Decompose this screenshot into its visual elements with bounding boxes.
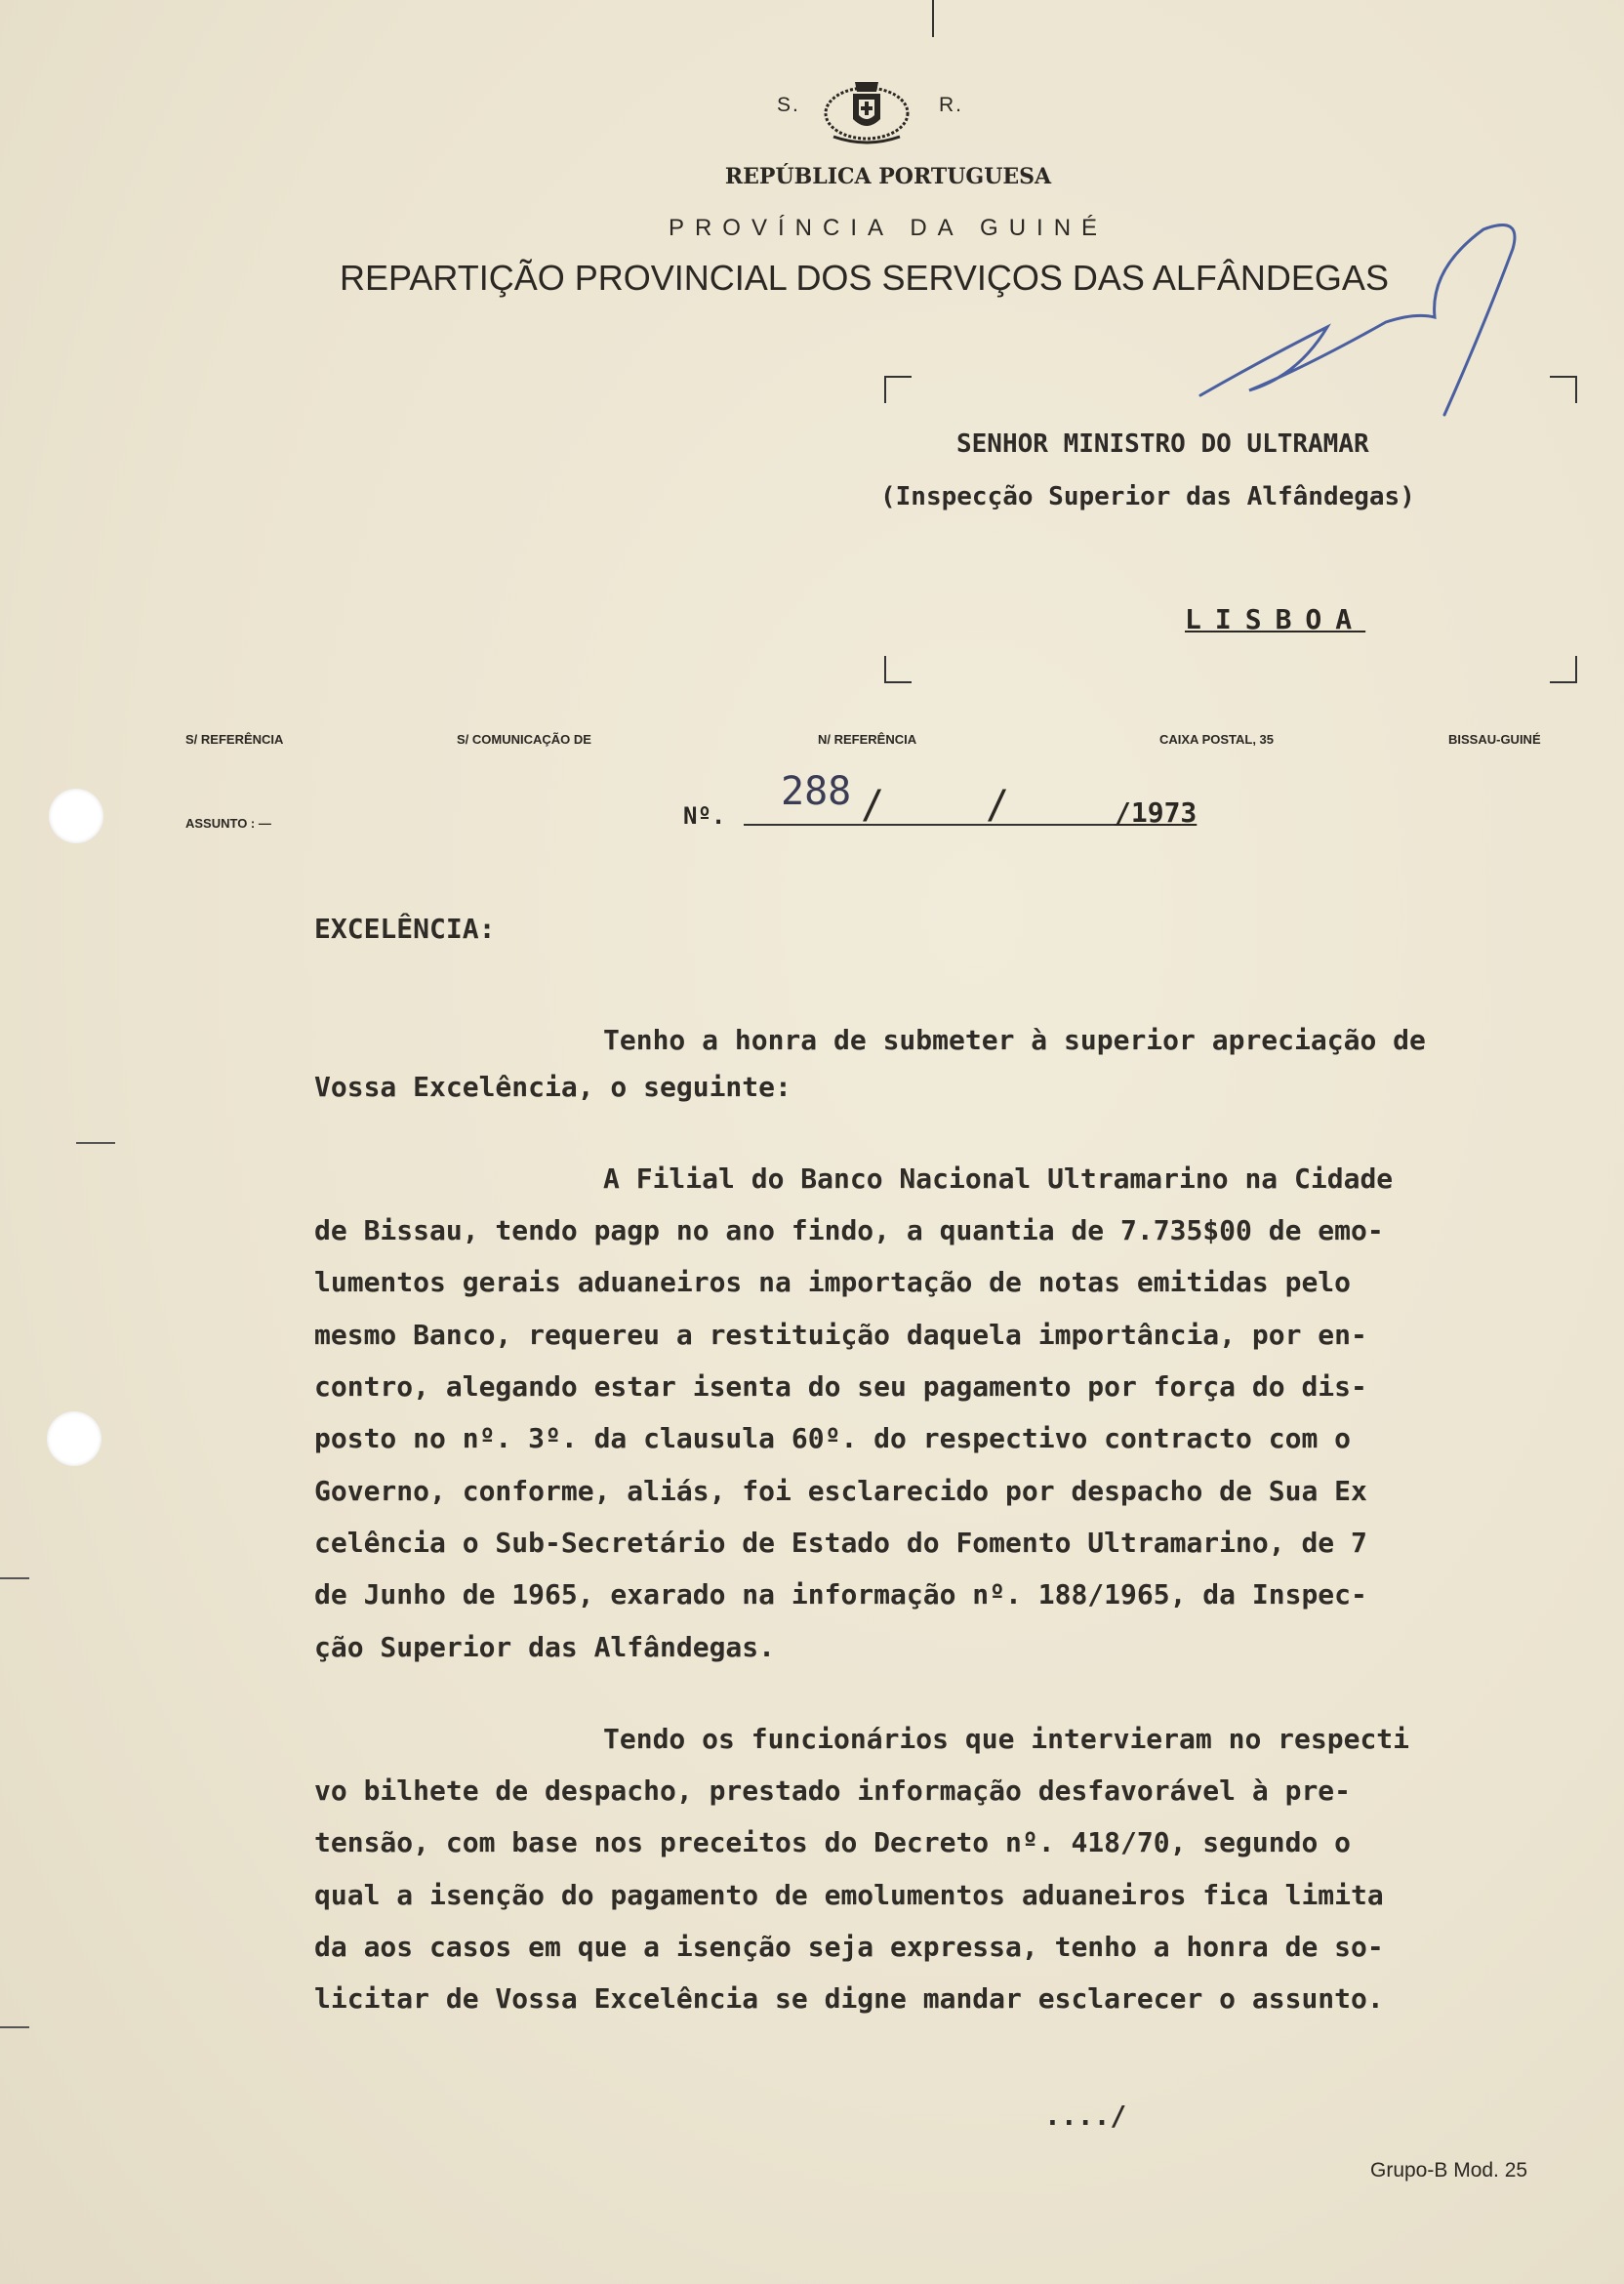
p3-line: qual a isenção do pagamento de emolumentos aduaneiros fica limita — [314, 1879, 1384, 1911]
p3-line: tensão, com base nos preceitos do Decreto nº. 418/70, segundo o — [314, 1826, 1352, 1858]
punch-hole — [47, 1411, 102, 1466]
p3-line: Tendo os funcionários que intervieram no respecti — [603, 1723, 1410, 1755]
p2-line: de Bissau, tendo pagp no ano findo, a quantia de 7.735$00 de emo- — [314, 1214, 1384, 1246]
letterhead-s: S. — [777, 94, 800, 116]
hdr-s-referencia: S/ REFERÊNCIA — [185, 732, 284, 747]
form-model-label: Grupo-B Mod. 25 — [1370, 2159, 1528, 2182]
p3-line: da aos casos em que a isenção seja expressa, tenho a honra de so- — [314, 1931, 1384, 1963]
p2-line: ção Superior das Alfândegas. — [314, 1631, 776, 1663]
number-slash-2: / — [986, 783, 1010, 828]
salutation: EXCELÊNCIA: — [314, 913, 496, 945]
p2-line: mesmo Banco, requereu a restituição daquela importância, por en- — [314, 1319, 1367, 1351]
address-line-1: SENHOR MINISTRO DO ULTRAMAR — [956, 429, 1369, 459]
p1-line: Vossa Excelência, o seguinte: — [314, 1071, 792, 1103]
margin-tick — [0, 2026, 29, 2028]
coat-of-arms-icon — [822, 76, 912, 146]
address-line-2: (Inspecção Superior das Alfândegas) — [880, 482, 1415, 511]
address-city: LISBOA — [1185, 603, 1366, 635]
address-bracket-bottom-left — [884, 656, 912, 683]
address-bracket-bottom-right — [1550, 656, 1577, 683]
p2-line: celência o Sub-Secretário de Estado do Fomento Ultramarino, de 7 — [314, 1527, 1367, 1559]
address-bracket-top-right — [1550, 376, 1577, 403]
continuation-mark: ..../ — [1044, 2100, 1127, 2132]
p2-line: lumentos gerais aduaneiros na importação de notas emitidas pelo — [314, 1266, 1352, 1298]
letterhead-r: R. — [939, 94, 963, 116]
p2-line: A Filial do Banco Nacional Ultramarino na Cidade — [603, 1162, 1394, 1195]
p3-line: licitar de Vossa Excelência se digne mandar esclarecer o assunto. — [314, 1982, 1384, 2015]
hdr-local: BISSAU-GUINÉ — [1448, 732, 1541, 747]
provincia-title: PROVÍNCIA DA GUINÉ — [668, 215, 1109, 241]
p3-line: vo bilhete de despacho, prestado informação desfavorável à pre- — [314, 1774, 1352, 1807]
number-underline — [744, 824, 1115, 826]
hdr-s-comunicacao: S/ COMUNICAÇÃO DE — [457, 732, 591, 747]
republica-title: REPÚBLICA PORTUGUESA — [724, 164, 1052, 189]
p2-line: de Junho de 1965, exarado na informação nº. 188/1965, da Inspec- — [314, 1578, 1367, 1611]
top-fold-line — [932, 0, 934, 37]
reference-number — [683, 769, 1259, 837]
punch-hole — [49, 789, 103, 843]
p2-line: posto no nº. 3º. da clausula 60º. do respectivo contracto com o — [314, 1422, 1352, 1454]
hdr-caixa-postal: CAIXA POSTAL, 35 — [1159, 732, 1275, 747]
number-slash-1: / — [861, 783, 885, 828]
number-value: 288 — [781, 769, 852, 814]
number-prefix: Nº. — [683, 802, 726, 830]
margin-tick — [76, 1142, 115, 1144]
p2-line: Governo, conforme, aliás, foi esclarecido por despacho de Sua Ex — [314, 1475, 1367, 1507]
reparticao-title: REPARTIÇÃO PROVINCIAL DOS SERVIÇOS DAS ALFÂNDEGAS — [340, 258, 1389, 298]
margin-tick — [0, 1577, 29, 1579]
hdr-n-referencia: N/ REFERÊNCIA — [818, 732, 917, 747]
address-bracket-top-left — [884, 376, 912, 403]
assunto-label: ASSUNTO : — — [185, 816, 271, 831]
number-year: /1973 — [1115, 796, 1198, 829]
p1-line: Tenho a honra de submeter à superior apreciação de — [603, 1024, 1426, 1056]
p2-line: contro, alegando estar isenta do seu pagamento por força do dis- — [314, 1370, 1367, 1403]
handwritten-signature-icon — [1191, 210, 1542, 425]
